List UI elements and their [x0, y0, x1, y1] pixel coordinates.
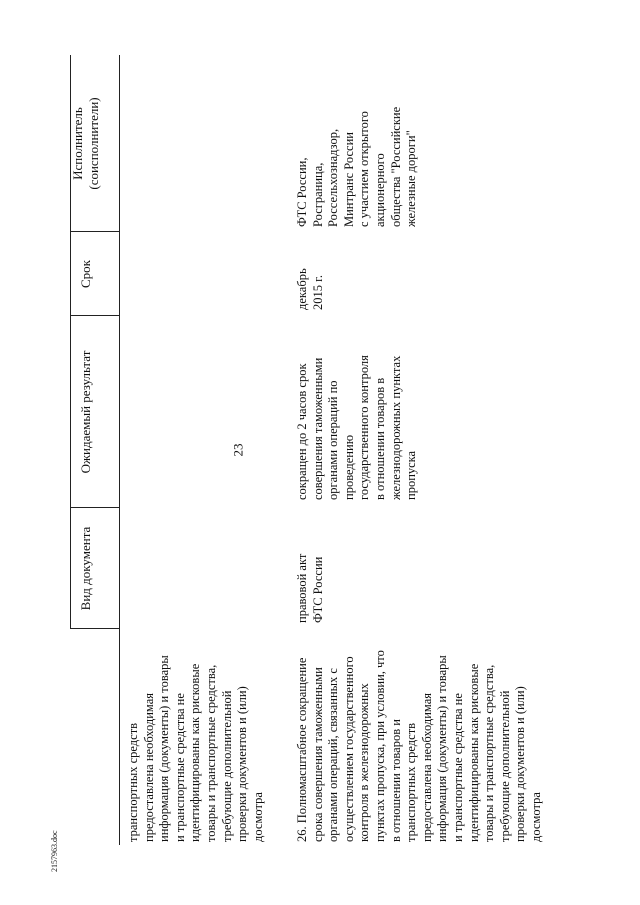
- footer-code: 2157963.doc: [50, 830, 59, 872]
- header-bottom-border: [119, 55, 120, 845]
- item-26-doc-type: правовой акт ФТС России: [295, 553, 325, 623]
- item-26-action: 26. Полномасштабное сокращение срока совершения таможенными органами операций, связанных с осуществлением государственного контроля в железнодорожных пунктах пропуска, при условии, что в отношении товаров и транспортных средств предоставлена необходимая информация (документы) и товары и транспортные средства не идентифицированы как рисковые товары и транспортные средства, требующие дополнительной проверки документов и (или) досмотра: [295, 650, 543, 842]
- header-expected-result: Ожидаемый результат: [78, 350, 93, 474]
- action-plan-table: [60, 55, 625, 845]
- item-26-executor: ФТС России, Росграница, Россельхознадзор, Минтранс России с участием открытого акционерного общества "Российские железные дороги": [295, 106, 419, 227]
- header-executor: Исполнитель (соисполнители): [70, 97, 101, 190]
- page-number: 23: [230, 443, 246, 457]
- header-deadline: Срок: [78, 260, 93, 288]
- item-26-expected-result: сокращен до 2 часов срок совершения таможенными органами операций по проведению государственного контроля в отношении товаров в железнодорожных пунктах пропуска: [295, 355, 419, 500]
- header-doc-type: Вид документа: [78, 526, 93, 611]
- continuation-text: транспортных средств предоставлена необходимая информация (документы) и товары и транспортные средства не идентифицированы как рисковые товары и транспортные средства, требующие дополнительной проверки документов и (или) досмотра: [126, 655, 265, 842]
- item-26-deadline: декабрь 2015 г.: [295, 268, 325, 310]
